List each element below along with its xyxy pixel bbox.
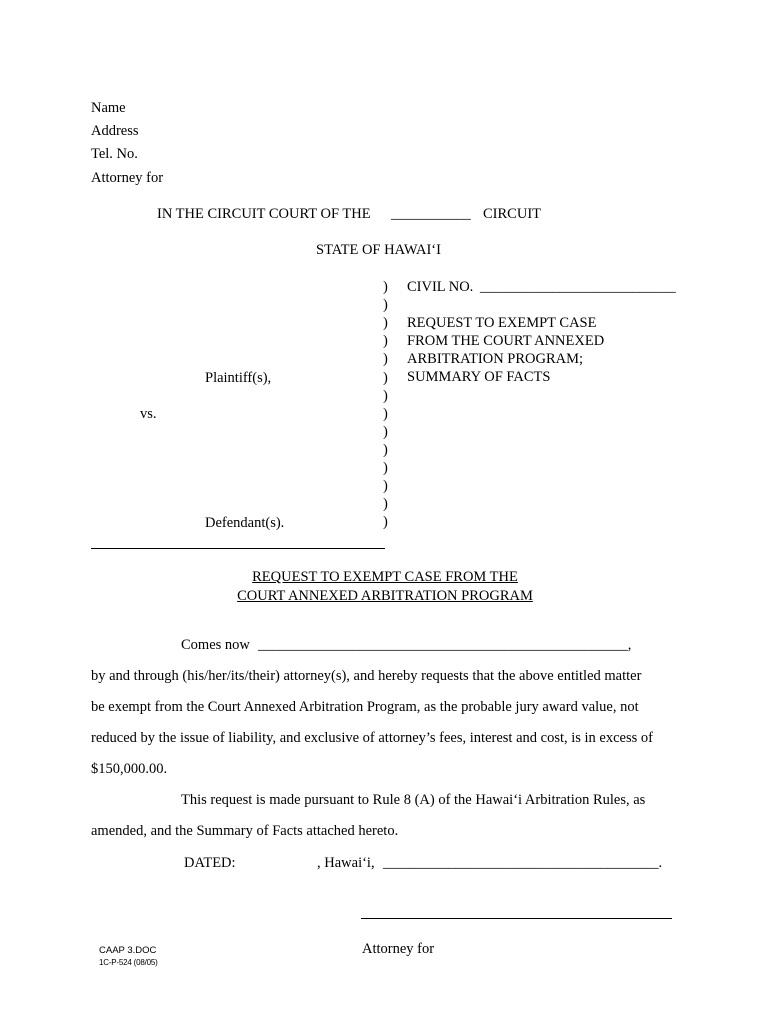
civil-no-label: CIVIL NO.	[407, 279, 474, 295]
caption-title-line-2: FROM THE COURT ANNEXED	[407, 333, 605, 349]
court-line-suffix: CIRCUIT	[483, 206, 541, 222]
caption-paren: )	[383, 297, 388, 314]
signature-attorney-for: Attorney for	[362, 941, 435, 957]
body-para2-line-1: This request is made pursuant to Rule 8 (A) of the Hawai‘i Arbitration Rules, as	[181, 792, 646, 808]
body-line-4: reduced by the issue of liability, and exclusive of attorney’s fees, interest and cost, is in excess of	[91, 730, 653, 746]
caption-paren: )	[383, 405, 388, 422]
body-para2-line-2: amended, and the Summary of Facts attached hereto.	[91, 823, 399, 839]
footer-doc-code: CAAP 3.DOC	[99, 945, 157, 956]
attorney-address-label: Address	[91, 123, 139, 139]
dated-place: , Hawai‘i,	[317, 855, 375, 871]
comes-now-blank: ___________________________________________________,	[258, 637, 632, 653]
caption-paren: )	[383, 514, 388, 531]
caption-paren: )	[383, 315, 388, 332]
caption-bottom-rule	[91, 548, 385, 549]
footer-form-code: 1C-P-524 (08/05)	[99, 958, 158, 967]
caption-title-line-3: ARBITRATION PROGRAM;	[407, 351, 584, 367]
signature-line	[361, 918, 672, 919]
defendant-label: Defendant(s).	[205, 515, 285, 531]
caption-paren: )	[383, 496, 388, 513]
caption-paren: )	[383, 423, 388, 440]
plaintiff-label: Plaintiff(s),	[205, 370, 272, 386]
circuit-blank: ___________	[391, 206, 471, 222]
dated-label: DATED:	[184, 855, 236, 871]
civil-no-blank: ___________________________	[480, 279, 676, 295]
caption-paren: )	[383, 387, 388, 404]
state-heading: STATE OF HAWAI‘I	[316, 242, 441, 258]
caption-paren: )	[383, 460, 388, 476]
body-line-3: be exempt from the Court Annexed Arbitration Program, as the probable jury award value, not	[91, 699, 639, 715]
body-line-2: by and through (his/her/its/their) attorney(s), and hereby requests that the above entitled matter	[91, 668, 642, 684]
attorney-tel-label: Tel. No.	[91, 146, 138, 162]
document-title-line-2: COURT ANNEXED ARBITRATION PROGRAM	[237, 588, 533, 604]
caption-paren: )	[383, 441, 388, 458]
caption-paren: )	[383, 279, 388, 295]
caption-paren: )	[383, 369, 388, 386]
document-title-line-1: REQUEST TO EXEMPT CASE FROM THE	[252, 569, 518, 585]
dated-blank: ______________________________________.	[383, 855, 663, 871]
caption-title-line-1: REQUEST TO EXEMPT CASE	[407, 315, 597, 331]
comes-now-label: Comes now	[181, 637, 250, 653]
attorney-name-label: Name	[91, 100, 126, 116]
caption-paren: )	[383, 478, 388, 495]
caption-paren: )	[383, 333, 388, 350]
vs-label: vs.	[140, 406, 157, 422]
caption-paren: )	[383, 351, 388, 368]
caption-title-line-4: SUMMARY OF FACTS	[407, 369, 551, 385]
attorney-for-label: Attorney for	[91, 170, 164, 186]
court-line-prefix: IN THE CIRCUIT COURT OF THE	[157, 206, 371, 222]
body-line-5: $150,000.00.	[91, 761, 168, 777]
